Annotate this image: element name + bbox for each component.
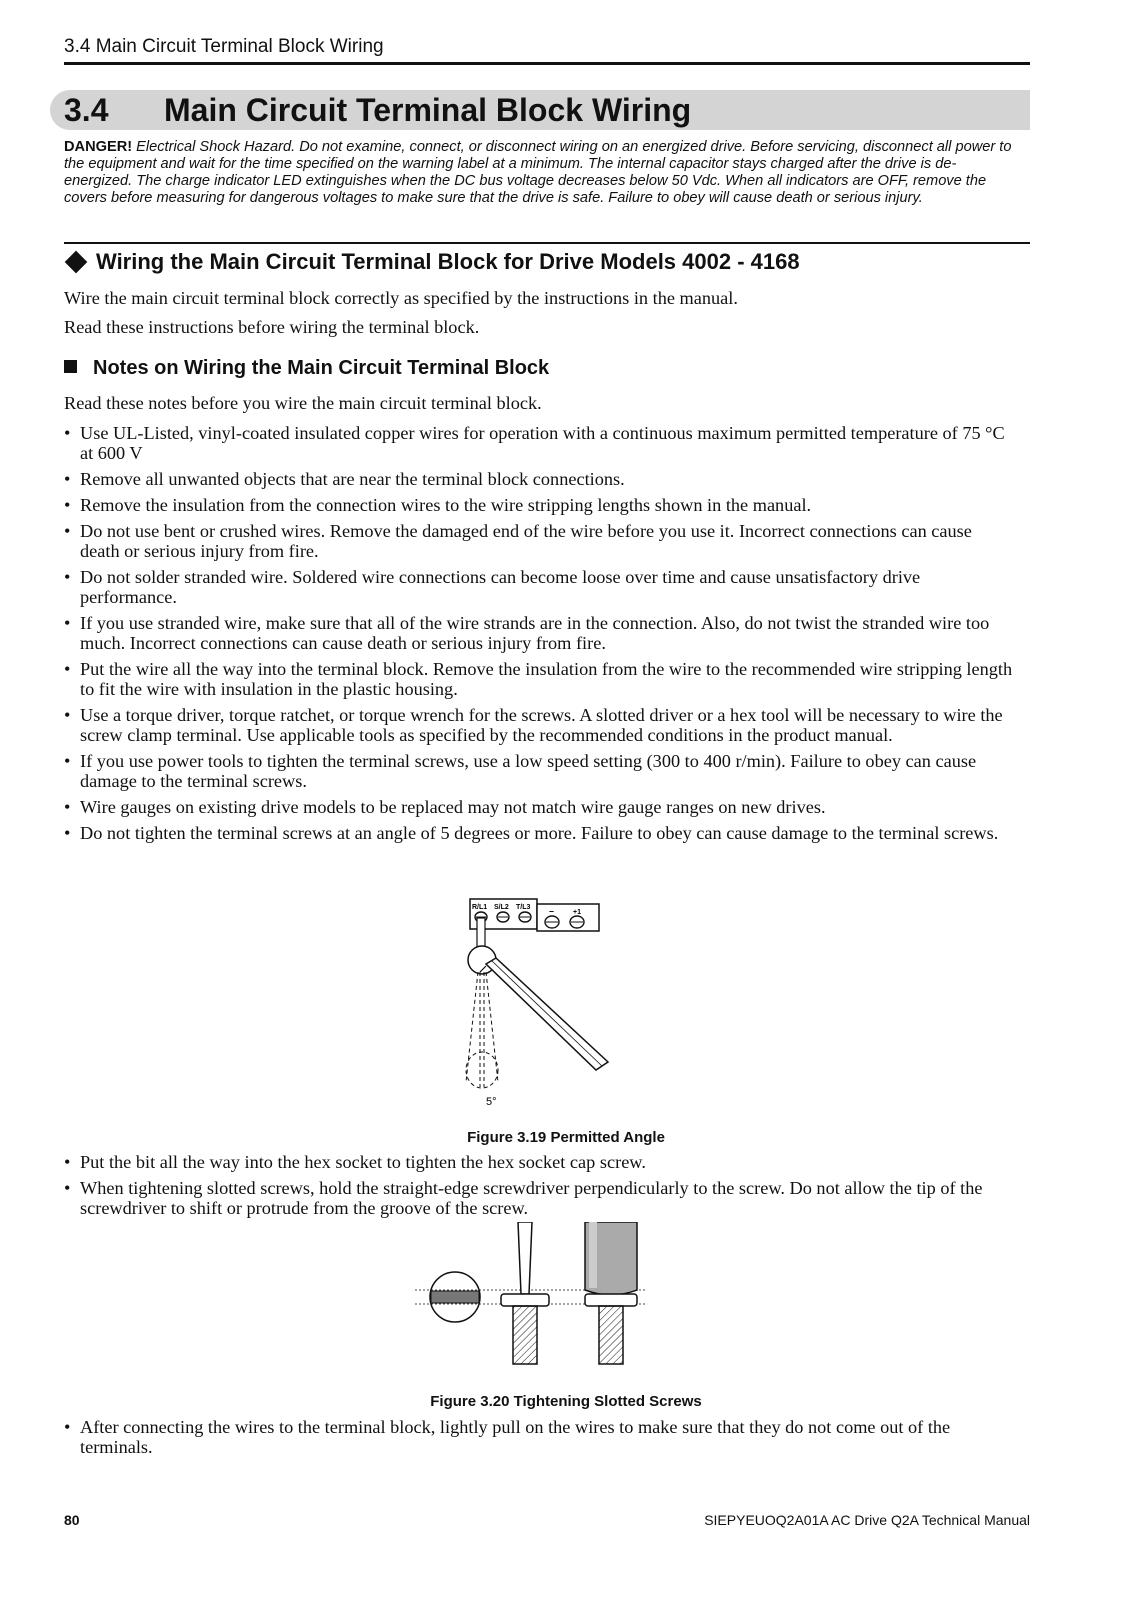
screw-thread [513,1306,537,1364]
slotted-screws-figure [415,1222,650,1372]
danger-label: DANGER! [64,139,133,155]
list-item: • Use a torque driver, torque ratchet, or torque wrench for the screws. A slotted driver or a hex tool will be necessary to wire the screw clamp terminal. Use applicable tools as specified by the recommended conditions in the product manual. [64,705,1014,745]
screw-slot [431,1291,479,1303]
list-item: • If you use stranded wire, make sure that all of the wire strands are in the connection. Also, do not twist the stranded wire too much. Incorrect connections can cause death or serious injury from fire. [64,613,1014,653]
screwdriver-blade [518,1222,532,1294]
screw-head-front [585,1294,637,1306]
terminal-label-plus1: +1 [573,909,581,916]
list-item: • Put the bit all the way into the hex socket to tighten the hex socket cap screw. [64,1152,1014,1172]
list-item: • Remove the insulation from the connection wires to the wire stripping lengths shown in the manual. [64,495,1014,515]
danger-notice [64,139,1024,207]
list-item: • If you use power tools to tighten the terminal screws, use a low speed setting (300 to 400 r/min). Failure to obey can cause damage to the terminal screws. [64,751,1014,791]
terminal-label-minus: – [549,906,555,916]
list-item: • Do not use bent or crushed wires. Remove the damaged end of the wire before you use it. Incorrect connections can cause death or serious injury from fire. [64,521,1014,561]
list-item: • Wire gauges on existing drive models to be replaced may not match wire gauge ranges on new drives. [64,797,1014,817]
list-item: • Use UL-Listed, vinyl-coated insulated copper wires for operation with a continuous maximum permitted temperature of 75 °C at 600 V [64,423,1014,463]
list-item: • After connecting the wires to the terminal block, lightly pull on the wires to make sure that they do not come out of the terminals. [64,1417,1014,1457]
list-item: • When tightening slotted screws, hold the straight-edge screwdriver perpendicularly to the screw. Do not allow the tip of the screwdriver to shift or protrude from the groove of the screw. [64,1178,1014,1218]
square-bullet-icon [64,360,77,373]
list-item: • Do not tighten the terminal screws at an angle of 5 degrees or more. Failure to obey can cause damage to the terminal screws. [64,823,1014,843]
subsection-heading [64,249,1030,275]
notes-heading [64,357,549,380]
terminal-label-r: R/L1 [472,904,488,911]
screw-thread-front [599,1306,623,1364]
running-header: 3.4 Main Circuit Terminal Block Wiring [64,36,1030,65]
intro-line-2: Read these instructions before wiring the terminal block. [64,317,480,337]
figure-320-caption: Figure 3.20 Tightening Slotted Screws [430,1393,702,1410]
angle-guides [466,972,498,1088]
notes-intro: Read these notes before you wire the main circuit terminal block. [64,393,542,413]
permitted-angle-figure [440,892,620,1117]
hex-socket-list [64,1152,1014,1224]
section-heading [50,90,1030,130]
notes-title: Notes on Wiring the Main Circuit Terminal Block [93,357,550,379]
list-item: • Put the wire all the way into the terminal block. Remove the insulation from the wire to the recommended wire stripping length to fit the wire with insulation in the plastic housing. [64,659,1014,699]
pull-test-list [64,1417,1014,1463]
danger-text: Electrical Shock Hazard. Do not examine, connect, or disconnect wiring on an energized drive. Before servicing, disconnect all power to the equipment and wait for the time specified on the warning label at a minimum. The internal capacitor stays charged after the drive is de-energized. The charge indicator LED extinguishes when the DC bus voltage decreases below 50 Vdc. When all indicators are OFF, remove the covers before measuring for dangerous voltages to make sure that the drive is safe. Failure to obey will cause death or serious injury. [64,139,1012,206]
list-item: • Remove all unwanted objects that are near the terminal block connections. [64,469,1014,489]
list-item: • Do not solder stranded wire. Soldered wire connections can become loose over time and cause unsatisfactory drive performance. [64,567,1014,607]
subsection-title: Wiring the Main Circuit Terminal Block for Drive Models 4002 - 4168 [96,249,800,274]
divider [64,242,1030,244]
section-title: Main Circuit Terminal Block Wiring [164,92,692,128]
figure-319-caption: Figure 3.19 Permitted Angle [467,1129,665,1146]
section-number: 3.4 [64,92,109,128]
diamond-icon [65,251,88,274]
notes-list [64,423,1014,849]
page-number: 80 [64,1512,80,1528]
terminal-label-t: T/L3 [516,904,531,911]
angle-label: 5° [486,1096,497,1108]
screw-head-side [501,1294,549,1306]
intro-line-1: Wire the main circuit terminal block correctly as specified by the instructions in the manual. [64,288,738,308]
terminal-label-s: S/L2 [494,904,509,911]
manual-name: SIEPYEUOQ2A01A AC Drive Q2A Technical Manual [704,1512,1030,1528]
